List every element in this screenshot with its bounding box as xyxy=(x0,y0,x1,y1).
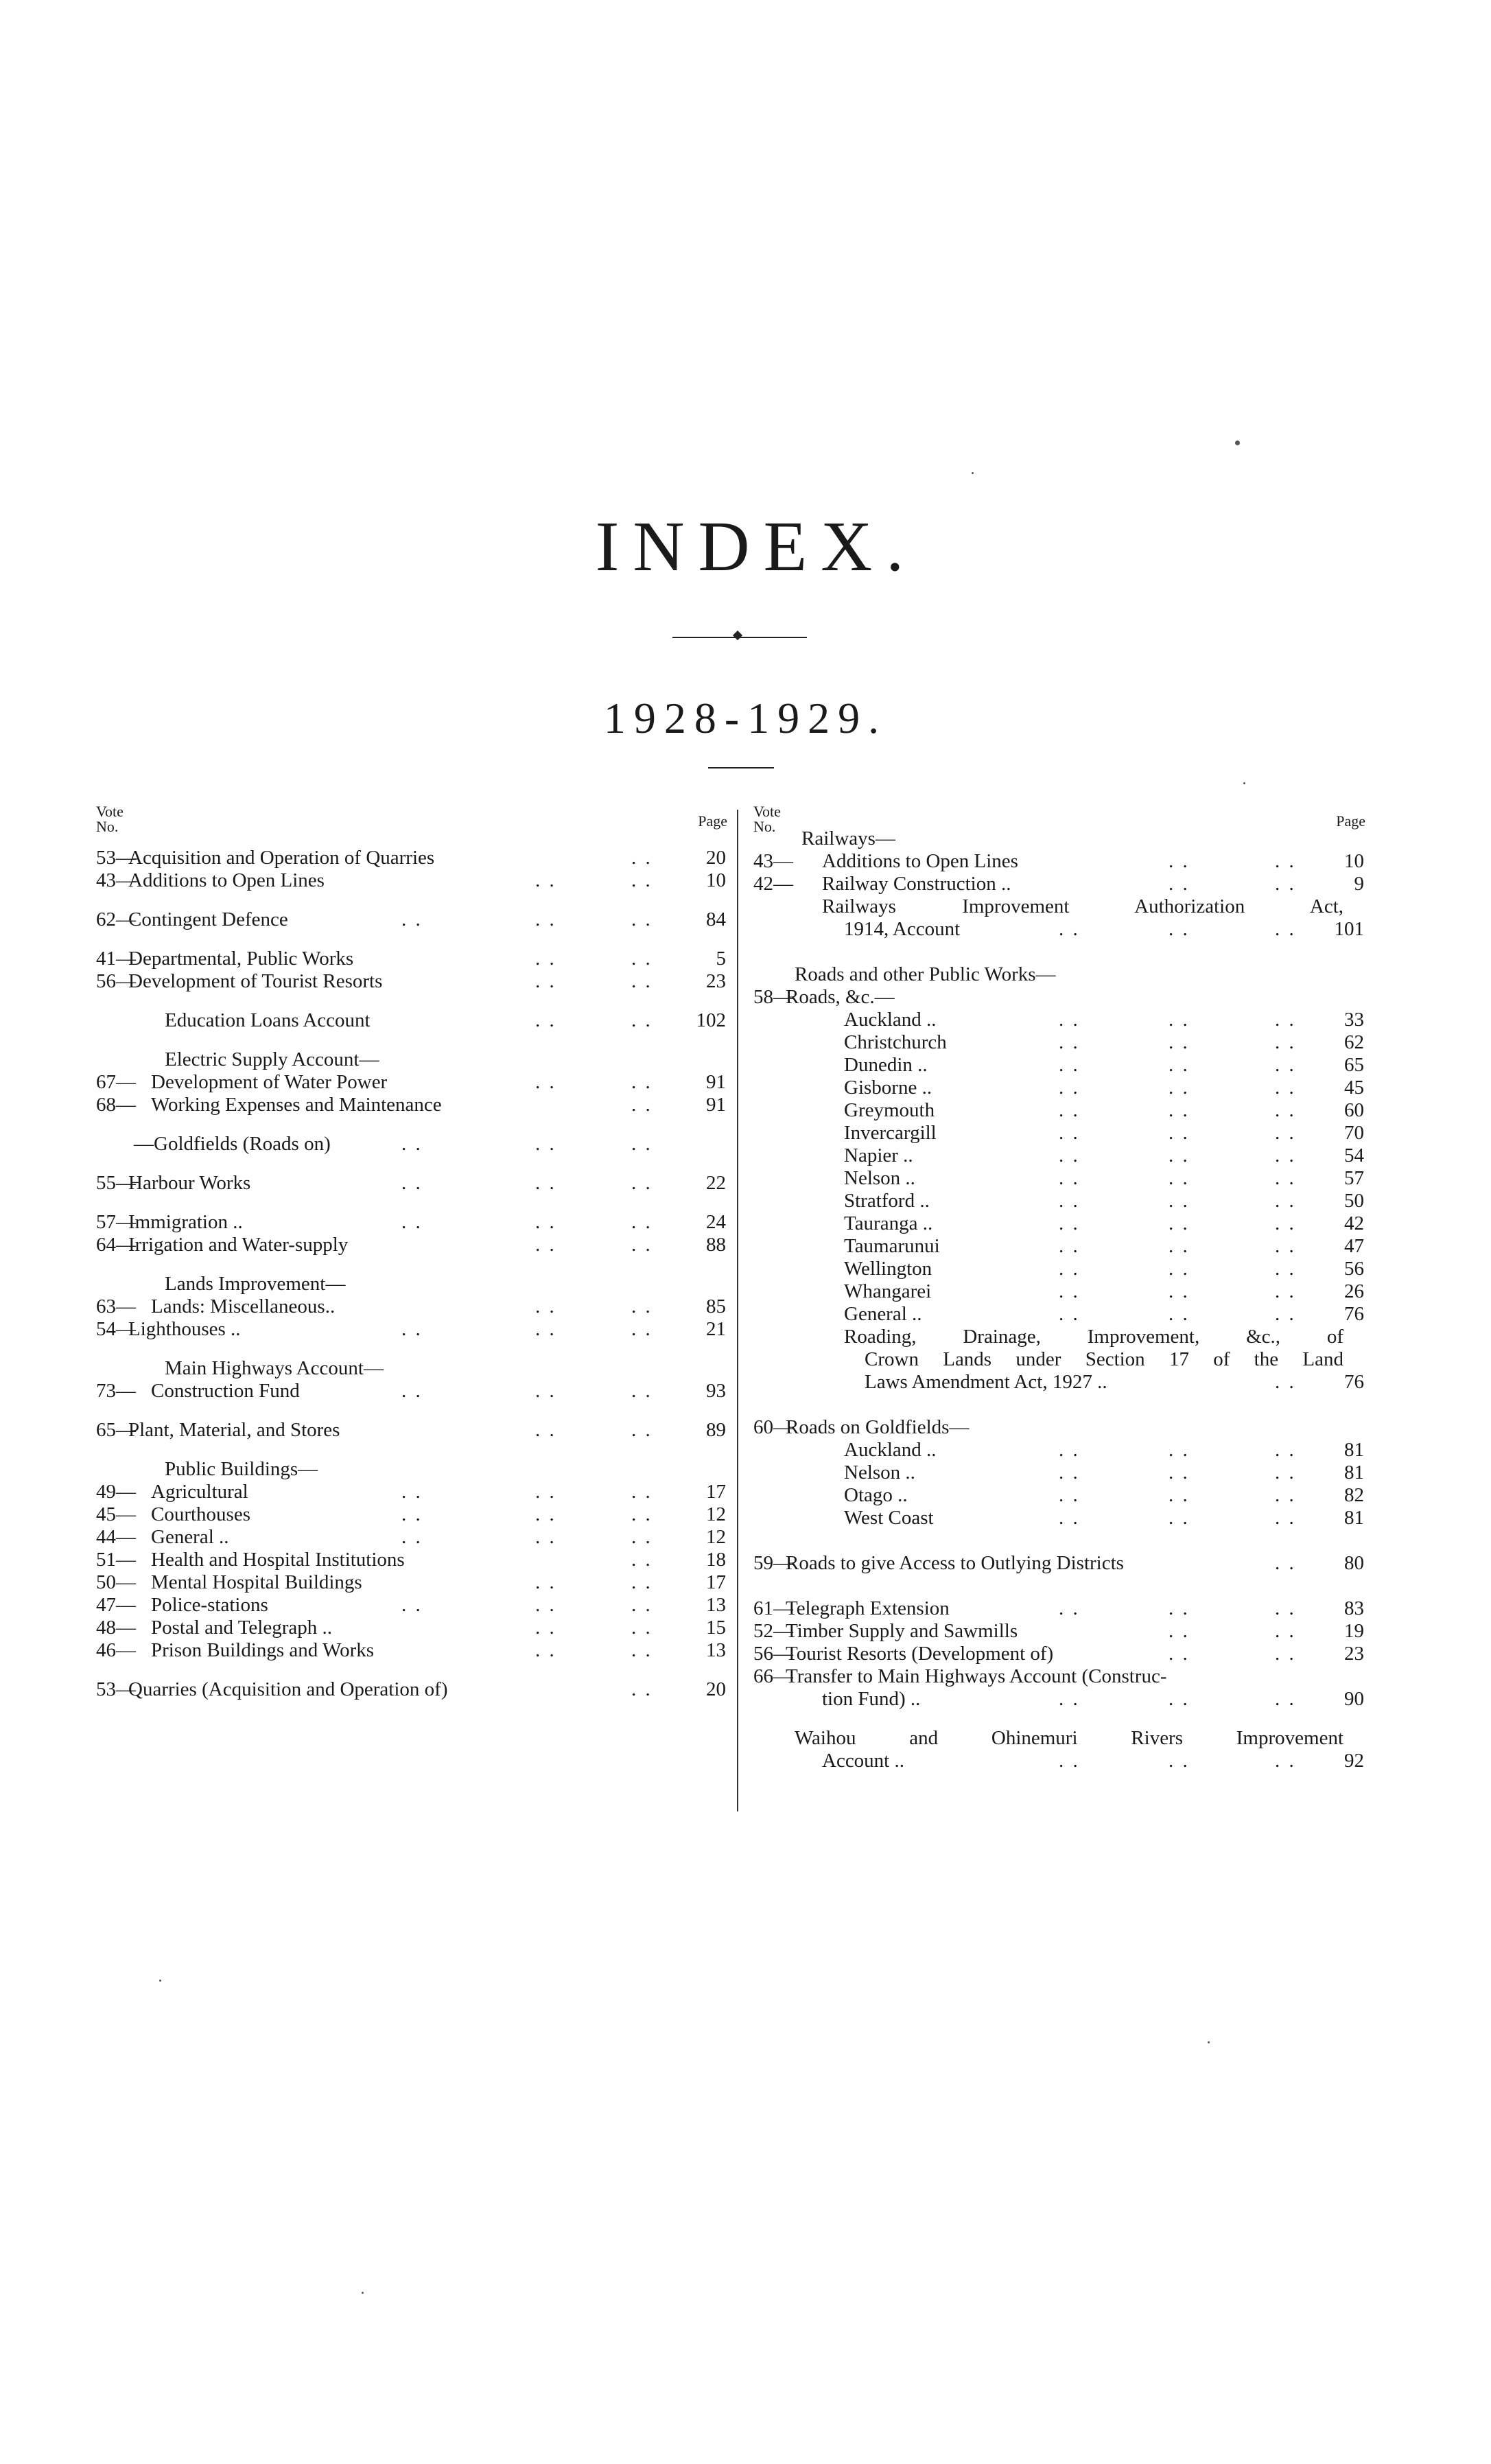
column-divider xyxy=(737,810,738,1811)
index-entry: tion Fund) .. . . . . . . 90 xyxy=(822,1688,1364,1710)
page-header: Page xyxy=(1336,812,1365,830)
index-entry: 44— General .. . . . . . . 12 xyxy=(96,1526,726,1548)
index-entry: 42— Railway Construction .. . . . . 9 xyxy=(753,873,1364,895)
index-entry: 73— Construction Fund . . . . . . 93 xyxy=(96,1380,726,1402)
index-entry: 55— Harbour Works . . . . . . 22 xyxy=(96,1172,726,1194)
index-entry-line: Waihou and Ohinemuri Rivers Improvement xyxy=(795,1727,1343,1749)
index-entry: 62— Contingent Defence . . . . . . 84 xyxy=(96,908,726,930)
index-entry: 50— Mental Hospital Buildings . . . . 17 xyxy=(96,1571,726,1593)
index-entry: Gisborne .. . . . . . . 45 xyxy=(844,1077,1364,1099)
vote-no-header: Vote No. xyxy=(96,803,124,835)
index-entry: 49— Agricultural . . . . . . 17 xyxy=(96,1481,726,1503)
index-left-column xyxy=(96,804,734,1701)
index-entry: 56— Tourist Resorts (Development of) . . . . 23 xyxy=(753,1643,1364,1665)
index-subheading: Lands Improvement— xyxy=(165,1273,346,1295)
index-entry: Taumarunui . . . . . . 47 xyxy=(844,1235,1364,1257)
index-entry: 65— Plant, Material, and Stores . . . . 89 xyxy=(96,1419,726,1441)
vote-no-header: Vote No. xyxy=(753,803,781,835)
index-entry: 43— Additions to Open Lines . . . . 10 xyxy=(753,850,1364,872)
index-entry: Christchurch . . . . . . 62 xyxy=(844,1031,1364,1053)
index-entry: Laws Amendment Act, 1927 .. . . 76 xyxy=(865,1371,1364,1393)
scan-speck xyxy=(972,472,974,474)
index-entry-line: Crown Lands under Section 17 of the Land xyxy=(865,1348,1343,1370)
index-entry: 47— Police-stations . . . . . . 13 xyxy=(96,1594,726,1616)
diamond-ornament-icon xyxy=(733,631,742,640)
index-entry-line: Roading, Drainage, Improvement, &c., of xyxy=(844,1326,1343,1348)
index-entry: Dunedin .. . . . . . . 65 xyxy=(844,1054,1364,1076)
index-entry: Stratford .. . . . . . . 50 xyxy=(844,1190,1364,1212)
index-entry: Nelson .. . . . . . . 81 xyxy=(844,1462,1364,1483)
index-entry: Auckland .. . . . . . . 81 xyxy=(844,1439,1364,1461)
index-entry: 61— Telegraph Extension . . . . . . 83 xyxy=(753,1597,1364,1619)
index-entry: Nelson .. . . . . . . 57 xyxy=(844,1167,1364,1189)
index-right-column xyxy=(753,804,1372,1772)
index-entry: Tauranga .. . . . . . . 42 xyxy=(844,1212,1364,1234)
index-entry: 53— Quarries (Acquisition and Operation of) . . 20 xyxy=(96,1678,726,1700)
index-entry: 59— Roads to give Access to Outlying Districts . . 80 xyxy=(753,1552,1364,1574)
index-entry: 56— Development of Tourist Resorts . . . . 23 xyxy=(96,970,726,992)
scan-speck xyxy=(1208,2041,1210,2043)
index-entry: Wellington . . . . . . 56 xyxy=(844,1258,1364,1280)
index-entry: Account .. . . . . . . 92 xyxy=(822,1750,1364,1772)
index-subheading: 58— Roads, &c.— xyxy=(753,986,895,1008)
index-entry: Napier .. . . . . . . 54 xyxy=(844,1145,1364,1166)
index-subheading: Public Buildings— xyxy=(165,1458,318,1480)
index-entry-line: 66— Transfer to Main Highways Account (Construc- xyxy=(753,1665,1167,1687)
index-entry: Whangarei . . . . . . 26 xyxy=(844,1280,1364,1302)
scan-speck xyxy=(362,2292,364,2294)
index-entry: 67— Development of Water Power . . . . 91 xyxy=(96,1071,726,1093)
scan-speck xyxy=(1243,782,1245,784)
index-entry: 46— Prison Buildings and Works . . . . 13 xyxy=(96,1639,726,1661)
index-entry: 57— Immigration .. . . . . . . 24 xyxy=(96,1211,726,1233)
index-entry: Education Loans Account . . . . 102 xyxy=(165,1009,726,1031)
index-entry: 43— Additions to Open Lines . . . . 10 xyxy=(96,869,726,891)
index-subheading: Railways— xyxy=(801,828,895,849)
index-entry: Otago .. . . . . . . 82 xyxy=(844,1484,1364,1506)
index-subheading: Main Highways Account— xyxy=(165,1357,384,1379)
index-entry: 54— Lighthouses .. . . . . . . 21 xyxy=(96,1318,726,1340)
index-entry: 52— Timber Supply and Sawmills . . . . 19 xyxy=(753,1620,1364,1642)
index-entry: 45— Courthouses . . . . . . 12 xyxy=(96,1503,726,1525)
index-entry: West Coast . . . . . . 81 xyxy=(844,1507,1364,1529)
index-entry: 63— Lands: Miscellaneous.. . . . . 85 xyxy=(96,1295,726,1317)
index-entry: —Goldfields (Roads on) . . . . . . xyxy=(134,1133,653,1155)
scan-speck xyxy=(1235,441,1240,445)
page-header: Page xyxy=(698,812,727,830)
index-subheading: 60— Roads on Goldfields— xyxy=(753,1416,970,1438)
index-entry: 68— Working Expenses and Maintenance . . 91 xyxy=(96,1094,726,1116)
index-entry-line: Railways Improvement Authorization Act, xyxy=(822,895,1343,917)
index-entry: 51— Health and Hospital Institutions . . 18 xyxy=(96,1549,726,1571)
index-entry: General .. . . . . . . 76 xyxy=(844,1303,1364,1325)
index-entry: 64— Irrigation and Water-supply . . . . 88 xyxy=(96,1234,726,1256)
index-subheading: Roads and other Public Works— xyxy=(795,963,1056,985)
index-entry: Auckland .. . . . . . . 33 xyxy=(844,1009,1364,1031)
index-entry: 1914, Account . . . . . . 101 xyxy=(844,918,1364,940)
page-title: INDEX. xyxy=(595,507,918,586)
year-rule xyxy=(708,767,774,768)
index-entry: Invercargill . . . . . . 70 xyxy=(844,1122,1364,1144)
index-entry: 53— Acquisition and Operation of Quarries . . 20 xyxy=(96,847,726,869)
year-heading: 1928-1929. xyxy=(603,694,888,742)
index-entry: Greymouth . . . . . . 60 xyxy=(844,1099,1364,1121)
column-header xyxy=(96,804,734,847)
index-entry: 48— Postal and Telegraph .. . . . . 15 xyxy=(96,1617,726,1639)
index-entry: 41— Departmental, Public Works . . . . 5 xyxy=(96,948,726,970)
scan-speck xyxy=(159,1980,161,1982)
index-subheading: Electric Supply Account— xyxy=(165,1048,379,1070)
